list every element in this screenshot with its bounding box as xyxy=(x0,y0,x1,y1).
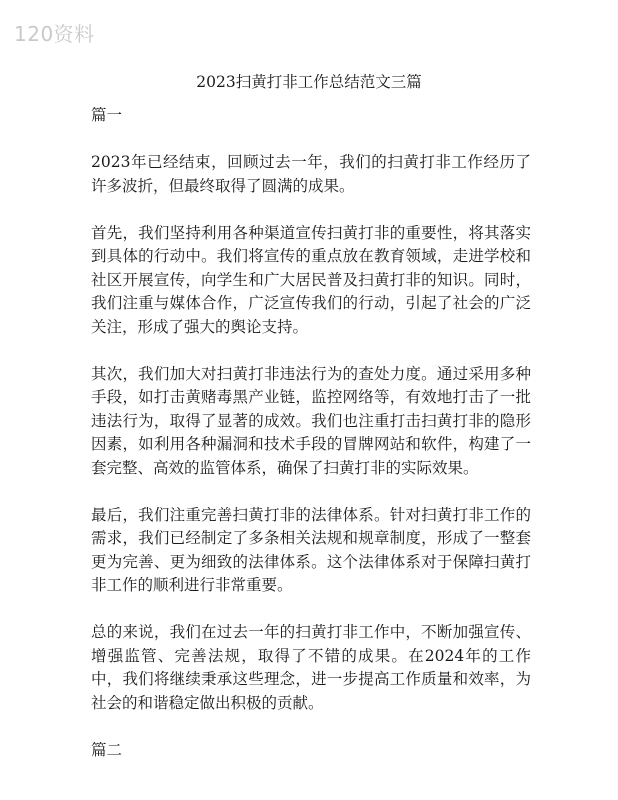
watermark-logo: 120资料 xyxy=(14,22,95,46)
document-body xyxy=(91,104,531,786)
section-heading-1: 篇一 xyxy=(91,106,123,124)
section-heading-2: 篇二 xyxy=(91,740,123,759)
paragraph-second: 其次，我们加大对扫黄打非违法行为的查处力度。通过采用多种手段，如打击黄赌毒黑产业链，监控网络等，有效地打击了一批违法行为，取得了显著的成效。我们也注重打击扫黄打非的隐形因素，如利用各种漏洞和技术手段的冒牌网站和软件，构建了一套完整、高效的监管体系，确保了扫黄打非的实际效果。 xyxy=(91,364,531,477)
paragraph-first: 首先，我们坚持利用各种渠道宣传扫黄打非的重要性，将其落实到具体的行动中。我们将宣传的重点放在教育领域，走进学校和社区开展宣传，向学生和广大居民普及扫黄打非的知识。同时，我们注重与媒体合作，广泛宣传我们的行动，引起了社会的广泛关注，形成了强大的舆论支持。 xyxy=(91,223,531,336)
document-title: 2023扫黄打非工作总结范文三篇 xyxy=(196,73,422,91)
paragraph-intro: 2023年已经结束，回顾过去一年，我们的扫黄打非工作经历了许多波折，但最终取得了圆满的成果。 xyxy=(91,153,531,195)
paragraph-third: 最后，我们注重完善扫黄打非的法律体系。针对扫黄打非工作的需求，我们已经制定了多条相关法规和规章制度，形成了一整套更为完善、更为细致的法律体系。这个法律体系对于保障扫黄打非工作的顺利进行非常重要。 xyxy=(91,505,531,594)
paragraph-summary: 总的来说，我们在过去一年的扫黄打非工作中，不断加强宣传、增强监管、完善法规，取得了不错的成果。在2024年的工作中，我们将继续秉承这些理念，进一步提高工作质量和效率，为社会的和谐稳定做出积极的贡献。 xyxy=(91,623,531,712)
